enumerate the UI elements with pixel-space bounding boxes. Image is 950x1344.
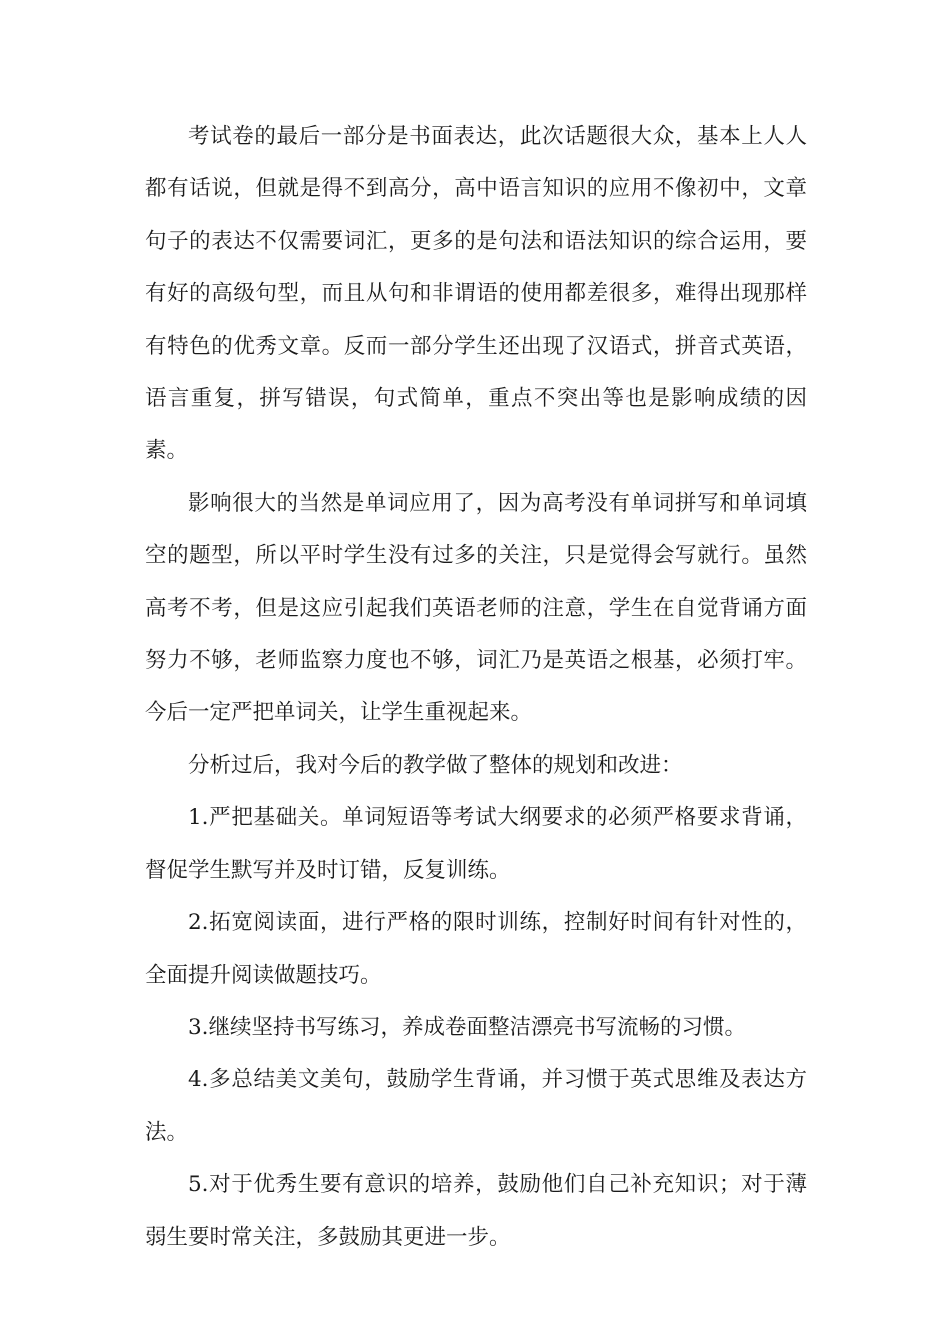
list-item-reading: 2.拓宽阅读面，进行严格的限时训练，控制好时间有针对性的，全面提升阅读做题技巧。 bbox=[145, 910, 807, 988]
list-item-handwriting: 3.继续坚持书写练习，养成卷面整洁漂亮书写流畅的习惯。 bbox=[188, 1014, 747, 1040]
paragraph-writing-analysis: 考试卷的最后一部分是书面表达，此次话题很大众，基本上人人都有话说，但就是得不到高分，高中语言知识的应用不像初中，文章句子的表达不仅需要词汇，更多的是句法和语法知识的综合运用，要有好的高级句型，而且从句和非谓语的使用都差很多，难得出现那样有特色的优秀文章。反而一部分学生还出现了汉语式，拼音式英语，语言重复，拼写错误，句式简单，重点不突出等也是影响成绩的因素。 bbox=[145, 124, 807, 464]
document-body bbox=[145, 111, 807, 1264]
paragraph-plan-intro: 分析过后，我对今后的教学做了整体的规划和改进： bbox=[188, 752, 683, 778]
list-item-students: 5.对于优秀生要有意识的培养，鼓励他们自己补充知识；对于薄弱生要时常关注，多鼓励其更进一步。 bbox=[145, 1172, 807, 1250]
list-item-basics: 1.严把基础关。单词短语等考试大纲要求的必须严格要求背诵，督促学生默写并及时订错，反复训练。 bbox=[145, 805, 807, 883]
list-item-sentences: 4.多总结美文美句，鼓励学生背诵，并习惯于英式思维及表达方法。 bbox=[145, 1067, 807, 1145]
paragraph-vocabulary-analysis: 影响很大的当然是单词应用了，因为高考没有单词拼写和单词填空的题型，所以平时学生没有过多的关注，只是觉得会写就行。虽然高考不考，但是这应引起我们英语老师的注意，学生在自觉背诵方面努力不够，老师监察力度也不够，词汇乃是英语之根基，必须打牢。今后一定严把单词关，让学生重视起来。 bbox=[145, 490, 807, 726]
